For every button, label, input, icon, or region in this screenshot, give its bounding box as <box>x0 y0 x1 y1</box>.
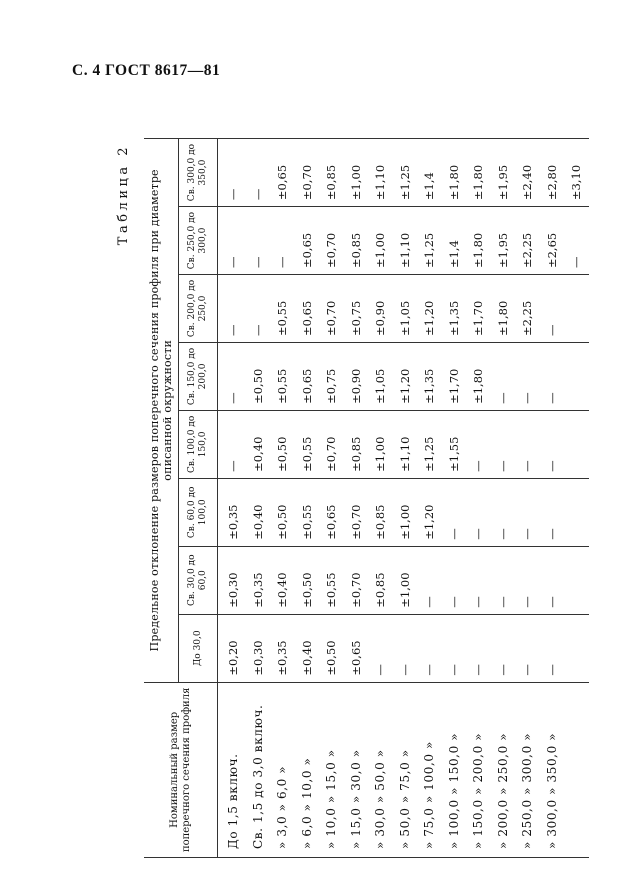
table-cell: ±0,70 <box>319 410 344 478</box>
table-cell: — <box>515 410 540 478</box>
table-cell: ±0,55 <box>270 275 295 343</box>
table-cell: ±0,70 <box>319 275 344 343</box>
table-cell: ±0,70 <box>295 139 320 207</box>
table-cell: ±3,10 <box>564 139 589 207</box>
table-cell: ±1,4 <box>417 139 442 207</box>
table-cell: — <box>491 546 516 614</box>
table-cell: — <box>270 207 295 275</box>
table-cell: ±1,05 <box>368 342 393 410</box>
table-row <box>246 139 271 858</box>
table-cell: — <box>540 275 565 343</box>
table-cell: — <box>540 342 565 410</box>
table-cell <box>564 410 589 478</box>
column-header: До 30,0 <box>179 614 218 682</box>
table-cell: ±1,00 <box>393 546 418 614</box>
column-header: Св. 300,0 до 350,0 <box>179 139 218 207</box>
row-label: До 1,5 включ. <box>218 682 246 857</box>
row-label: » 10,0 » 15,0 » <box>319 682 344 857</box>
table-cell: ±1,55 <box>442 410 467 478</box>
table-cell: ±0,85 <box>368 478 393 546</box>
nominal-size-header: Номинальный размер поперечного сечения профиля <box>144 682 218 857</box>
table-cell: — <box>515 614 540 682</box>
table-cell <box>564 478 589 546</box>
table-cell: ±1,05 <box>393 275 418 343</box>
table-cell: ±0,55 <box>270 342 295 410</box>
table-cell: ±0,35 <box>218 478 246 546</box>
column-header: Св. 200,0 до 250,0 <box>179 275 218 343</box>
table-cell: ±0,55 <box>295 410 320 478</box>
table-cell: — <box>218 410 246 478</box>
table-cell: ±0,50 <box>270 478 295 546</box>
table-cell: ±1,80 <box>466 342 491 410</box>
table-cell <box>564 342 589 410</box>
table-cell: — <box>442 478 467 546</box>
table-cell: ±1,00 <box>368 207 393 275</box>
table-row <box>393 139 418 858</box>
table-row <box>564 139 589 858</box>
table-cell: ±0,85 <box>368 546 393 614</box>
table-cell: ±0,55 <box>319 546 344 614</box>
table-cell: ±0,85 <box>319 139 344 207</box>
table-cell: ±0,30 <box>246 614 271 682</box>
row-label: » 200,0 » 250,0 » <box>491 682 516 857</box>
table-cell: ±0,50 <box>319 614 344 682</box>
table-cell: — <box>564 207 589 275</box>
table-cell: ±1,25 <box>417 410 442 478</box>
column-header: Св. 100,0 до 150,0 <box>179 410 218 478</box>
table-cell <box>564 275 589 343</box>
table-cell: ±1,00 <box>368 410 393 478</box>
column-header: Св. 60,0 до 100,0 <box>179 478 218 546</box>
table-cell: — <box>540 410 565 478</box>
table-row <box>442 139 467 858</box>
tolerance-span-header: Предельное отклонение размеров поперечного сечения профиля при диаметре описанной окружности <box>144 139 179 683</box>
table-cell: — <box>368 614 393 682</box>
table-cell: ±0,40 <box>270 546 295 614</box>
table-body <box>218 139 589 858</box>
table-cell: — <box>491 342 516 410</box>
table-cell: — <box>393 614 418 682</box>
table-row <box>540 139 565 858</box>
table-cell: ±0,40 <box>246 478 271 546</box>
table-cell: ±0,85 <box>344 410 369 478</box>
table-cell: ±0,35 <box>270 614 295 682</box>
table-cell: ±1,10 <box>393 207 418 275</box>
table-cell: ±0,85 <box>344 207 369 275</box>
table-cell: ±2,65 <box>540 207 565 275</box>
table-cell: ±1,95 <box>491 139 516 207</box>
table-cell: ±0,70 <box>344 478 369 546</box>
table-cell: ±1,80 <box>442 139 467 207</box>
table-cell <box>564 614 589 682</box>
table-caption: Таблица 2 <box>116 144 131 246</box>
table-cell: ±0,90 <box>344 342 369 410</box>
table-cell: ±1,00 <box>344 139 369 207</box>
table-row <box>270 139 295 858</box>
table-cell: ±0,35 <box>246 546 271 614</box>
row-label: » 100,0 » 150,0 » <box>442 682 467 857</box>
table-cell: — <box>442 546 467 614</box>
table-cell: ±1,4 <box>442 207 467 275</box>
table-cell: — <box>491 410 516 478</box>
table-cell: ±1,10 <box>368 139 393 207</box>
table-row <box>466 139 491 858</box>
table-cell: ±1,35 <box>417 342 442 410</box>
row-label: » 3,0 » 6,0 » <box>270 682 295 857</box>
row-label: » 300,0 » 350,0 » <box>540 682 565 857</box>
row-label: » 6,0 » 10,0 » <box>295 682 320 857</box>
table-cell: ±1,80 <box>466 207 491 275</box>
table-cell: ±1,10 <box>393 410 418 478</box>
table-cell: ±0,40 <box>246 410 271 478</box>
table-cell <box>564 546 589 614</box>
table-cell: ±1,95 <box>491 207 516 275</box>
table-cell: — <box>515 478 540 546</box>
table-row <box>515 139 540 858</box>
table-cell: ±0,75 <box>344 275 369 343</box>
table-cell: ±0,65 <box>295 342 320 410</box>
table-cell: — <box>218 342 246 410</box>
table-cell: ±1,20 <box>393 342 418 410</box>
row-label: » 50,0 » 75,0 » <box>393 682 418 857</box>
table-cell: ±0,50 <box>246 342 271 410</box>
table-cell: ±0,50 <box>270 410 295 478</box>
table-cell: — <box>246 275 271 343</box>
table-cell: — <box>540 546 565 614</box>
table-cell: ±1,00 <box>393 478 418 546</box>
tolerance-table <box>144 138 589 858</box>
table-row <box>295 139 320 858</box>
column-header: Св. 250,0 до 300,0 <box>179 207 218 275</box>
rotated-table-block <box>110 138 600 858</box>
table-cell: ±0,65 <box>319 478 344 546</box>
table-cell: — <box>515 342 540 410</box>
page-header: С. 4 ГОСТ 8617—81 <box>72 62 221 79</box>
table-cell: — <box>417 546 442 614</box>
table-row <box>319 139 344 858</box>
table-cell: ±0,65 <box>295 275 320 343</box>
table-cell: ±0,65 <box>295 207 320 275</box>
table-cell: ±0,30 <box>218 546 246 614</box>
table-cell: ±0,65 <box>270 139 295 207</box>
table-cell: ±1,80 <box>466 139 491 207</box>
table-row <box>417 139 442 858</box>
table-cell: ±1,80 <box>491 275 516 343</box>
table-cell: — <box>515 546 540 614</box>
row-label: » 30,0 » 50,0 » <box>368 682 393 857</box>
table-cell: ±2,40 <box>515 139 540 207</box>
row-label: » 250,0 » 300,0 » <box>515 682 540 857</box>
table-cell: ±0,20 <box>218 614 246 682</box>
table-cell: — <box>540 614 565 682</box>
table-cell: ±0,50 <box>295 546 320 614</box>
table-cell: — <box>466 478 491 546</box>
table-row <box>491 139 516 858</box>
table-cell: ±2,80 <box>540 139 565 207</box>
table-cell: ±1,20 <box>417 275 442 343</box>
table-row <box>368 139 393 858</box>
table-cell: ±0,70 <box>344 546 369 614</box>
table-cell: ±1,35 <box>442 275 467 343</box>
row-label: » 150,0 » 200,0 » <box>466 682 491 857</box>
table-cell: — <box>466 614 491 682</box>
table-row <box>218 139 246 858</box>
table-cell: ±1,20 <box>417 478 442 546</box>
table-cell: — <box>218 207 246 275</box>
column-header: Св. 30,0 до 60,0 <box>179 546 218 614</box>
table-cell: — <box>218 275 246 343</box>
table-cell: ±0,55 <box>295 478 320 546</box>
table-cell: ±0,70 <box>319 207 344 275</box>
table-cell: ±0,75 <box>319 342 344 410</box>
row-label: » 75,0 » 100,0 » <box>417 682 442 857</box>
table-cell: ±0,90 <box>368 275 393 343</box>
table-cell: — <box>466 410 491 478</box>
table-cell: — <box>491 614 516 682</box>
row-label <box>564 682 589 857</box>
table-cell: ±2,25 <box>515 275 540 343</box>
table-cell: ±1,70 <box>442 342 467 410</box>
row-label: » 15,0 » 30,0 » <box>344 682 369 857</box>
table-cell: — <box>442 614 467 682</box>
table-cell: — <box>417 614 442 682</box>
column-header: Св. 150,0 до 200,0 <box>179 342 218 410</box>
row-label: Св. 1,5 до 3,0 включ. <box>246 682 271 857</box>
table-cell: — <box>491 478 516 546</box>
table-cell: ±0,65 <box>344 614 369 682</box>
table-cell: ±1,25 <box>417 207 442 275</box>
table-row <box>344 139 369 858</box>
table-cell: ±2,25 <box>515 207 540 275</box>
table-cell: — <box>246 139 271 207</box>
table-cell: ±1,70 <box>466 275 491 343</box>
table-cell: ±0,40 <box>295 614 320 682</box>
table-cell: — <box>540 478 565 546</box>
table-cell: ±1,25 <box>393 139 418 207</box>
table-cell: — <box>246 207 271 275</box>
table-cell: — <box>466 546 491 614</box>
table-cell: — <box>218 139 246 207</box>
